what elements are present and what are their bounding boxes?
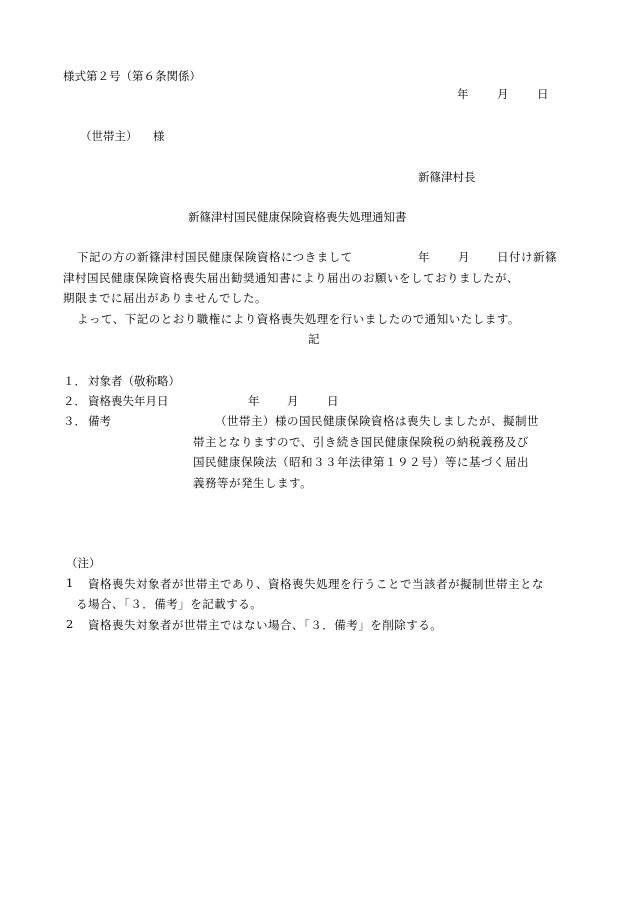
remarks-line-3: 国民健康保険法（昭和３３年法律第１９２号）等に基づく届出 <box>193 455 529 469</box>
note-line-1: 資格喪失対象者が世帯主であり、資格喪失処理を行うことで当該者が擬制世帯主とな <box>88 577 544 591</box>
body-line-1-year: 年 <box>418 250 430 264</box>
item-label: 対象者（敬称略） <box>88 374 180 388</box>
body-line-2: 津村国民健康保険資格喪失届出勧奨通知書により届出のお願いをしておりましたが、 <box>63 271 519 285</box>
date-day-label: 日 <box>537 87 549 101</box>
document-title: 新篠津村国民健康保険資格喪失処理通知書 <box>188 210 407 224</box>
note-number: 1 <box>66 576 74 590</box>
item-date-day: 日 <box>327 394 339 408</box>
body-line-1a: 下記の方の新篠津村国民健康保険資格につきまして <box>77 250 353 264</box>
addressee-label: （世帯主） <box>80 129 138 143</box>
remarks-line-2: 帯主となりますので、引き続き国民健康保険税の納税義務及び <box>193 435 529 449</box>
ki-heading: 記 <box>308 332 320 346</box>
item-date-month: 月 <box>287 394 299 408</box>
item-date-year: 年 <box>248 394 260 408</box>
item-number: ２． <box>63 394 86 408</box>
date-month-label: 月 <box>497 87 509 101</box>
body-line-3: 期限までに届出がありませんでした。 <box>63 291 267 305</box>
item-number: １． <box>63 374 86 388</box>
body-line-1-month: 月 <box>458 250 470 264</box>
note-line-2: る場合、「３．備考」を記載する。 <box>76 597 263 611</box>
note-number: 2 <box>66 617 74 631</box>
item-label: 資格喪失年月日 <box>88 394 169 408</box>
notes-heading: （注） <box>66 556 101 570</box>
body-paragraph-2: よって、下記のとおり職権により資格喪失処理を行いましたので通知いたします。 <box>77 312 520 326</box>
addressee-honorific: 様 <box>153 129 165 143</box>
item-number: ３． <box>63 414 86 428</box>
body-line-1b: 日付け新篠 <box>497 250 557 264</box>
date-year-label: 年 <box>457 87 469 101</box>
remarks-line-4: 義務等が発生します。 <box>193 476 313 490</box>
form-number: 様式第２号（第６条関係） <box>63 69 201 83</box>
item-label: 備考 <box>88 414 111 428</box>
remarks-line-1: （世帯主）様の国民健康保険資格は喪失しましたが、擬制世 <box>215 414 539 428</box>
sender: 新篠津村長 <box>418 170 476 184</box>
note-line-1: 資格喪失対象者が世帯主ではない場合、「３．備考」を削除する。 <box>88 618 443 632</box>
